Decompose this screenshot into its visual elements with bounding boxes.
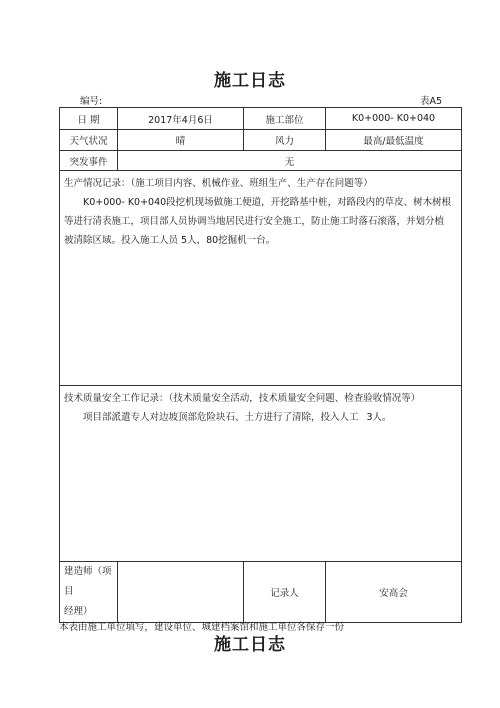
production-text: K0+000- K0+040段挖机现场做施工便道，开挖路基中桩，对路段内的草皮、树木树根等进行清表施工，项目部人员协调当地居民进行安全施工，防止施工时落石滚落，并划分植被清除区域。投入施工人员 5人，80挖掘机一台。 [64, 197, 452, 246]
quality-labor-count: 3人。 [366, 412, 392, 423]
date-label: 日 期 [60, 108, 118, 130]
quality-text-main: 项目部派遣专人对边坡顶部危险块石、土方进行了清除，投入人工 [83, 412, 359, 423]
page-title: 施工日志 [214, 71, 286, 91]
recorder-name: 安高会 [326, 562, 462, 623]
wind-label: 风力 [244, 130, 326, 151]
quality-heading: 技术质量安全工作记录：（技术质量安全活动，技术质量安全问题、检查验收情况等） [64, 393, 421, 404]
builder-label-cell [60, 562, 118, 623]
footer-note: 本表由施工单位填写，建设单位、城建档案馆和施工单位各保存一份 [59, 622, 345, 633]
number-label: 编号: [80, 96, 103, 107]
location-label: 施工部位 [244, 108, 326, 130]
signature-row [60, 562, 462, 623]
production-heading: 生产情况记录：（施工项目内容、机械作业、班组生产、生产存在问题等） [64, 178, 373, 189]
form-code: 表A5 [420, 96, 443, 107]
quality-section [60, 386, 462, 562]
weather-row [60, 130, 462, 151]
weather-label: 天气状况 [60, 130, 118, 151]
construction-log-table [59, 107, 462, 623]
incident-label: 突发事件 [60, 151, 118, 171]
temperature-label: 最高/最低温度 [326, 130, 462, 151]
date-row [60, 108, 462, 130]
quality-text [64, 408, 457, 427]
builder-label-line1: 建造师（项目 [64, 566, 112, 597]
location-value: K0+000- K0+040 [326, 108, 462, 130]
incident-row [60, 151, 462, 171]
recorder-label: 记录人 [244, 562, 326, 623]
incident-value: 无 [118, 151, 462, 171]
quality-row [60, 386, 462, 562]
production-section [60, 171, 462, 386]
production-row [60, 171, 462, 386]
date-value: 2017年4月6日 [118, 108, 244, 130]
weather-value: 晴 [118, 130, 244, 151]
builder-signature-blank [118, 562, 244, 623]
builder-label-line2: 经理） [64, 606, 93, 617]
next-page-title: 施工日志 [214, 635, 286, 655]
